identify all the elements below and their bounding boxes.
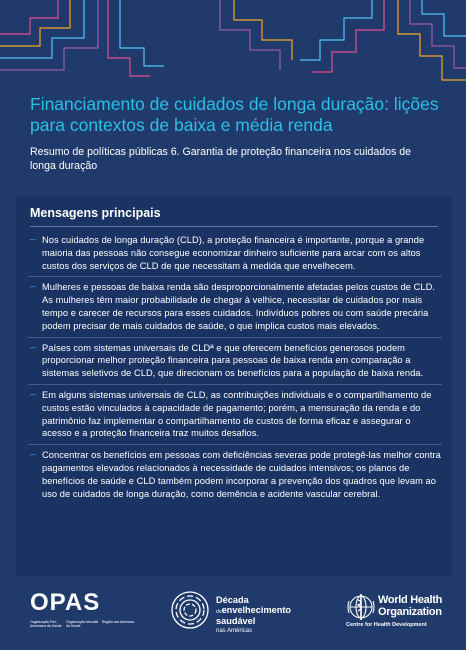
- document-subtitle: Resumo de políticas públicas 6. Garantia de proteção financeira nos cuidados de longa duração: [30, 146, 412, 172]
- decorative-line-pattern: [0, 0, 466, 96]
- bullet-dash: –: [30, 449, 36, 461]
- footer-logos: [0, 582, 466, 650]
- key-messages-box: [16, 196, 452, 576]
- decade-line2-small: do: [216, 608, 222, 615]
- decade-healthy-ageing-logo: [170, 590, 320, 638]
- who-org-name: Organização Mundial da Saúde: [66, 620, 99, 628]
- opas-logo: [30, 590, 135, 628]
- list-item: [28, 276, 442, 336]
- who-centre: Centre for Health Development: [346, 622, 427, 628]
- who-logo: [346, 592, 461, 636]
- bullet-text: Mulheres e pessoas de baixa renda são desproporcionalmente afetadas pelos custos de CLD. As mulheres têm maior probabilidade de chegar à velhice, necessitar de cuidados por mais tempo e carecer de recursos para esses cuidados. Indivíduos pobres ou com saúde precária podem precisar de mais cuidados de saúde, o que implica custos mais elevados.: [42, 282, 436, 331]
- key-messages-heading: Mensagens principais: [30, 206, 161, 220]
- who-emblem-icon: [346, 592, 376, 622]
- decade-line4: nas Américas: [216, 627, 253, 634]
- list-item: [28, 337, 442, 384]
- bullet-text: Nos cuidados de longa duração (CLD), a proteção financeira é importante, porque a grande maioria das pessoas não consegue economizar dinheiro suficiente para arcar com os altos custos dos serviços de CLD de que necessitam à medida que envelhecem.: [42, 235, 425, 271]
- key-messages-list: [28, 230, 442, 504]
- bullet-text: Países com sistemas universais de CLDª e que oferecem benefícios generosos podem proporcionar melhor proteção financeira para pessoas de baixa renda em comparação a sistemas seletivos de CLD, que direcionam os benefícios para a população de baixa renda.: [42, 342, 424, 379]
- opas-region: Região das Américas: [102, 620, 135, 624]
- list-item: [28, 444, 442, 504]
- bullet-text: Em alguns sistemas universais de CLD, as contribuições individuais e o compartilhamento de custos estão vinculados à capacidade de pagamento; porém, a mensuração da renda e do patrimônio faz implementar o compartilhamento de custos de forma eficaz e assegurar o acesso e a proteção financeira traz muitos desafios.: [42, 389, 432, 439]
- decade-line3: saudável: [216, 616, 256, 626]
- opas-wordmark: OPAS: [30, 589, 101, 616]
- document-title: Financiamento de cuidados de longa duração: lições para contextos de baixa e média renda: [30, 94, 439, 135]
- decade-line1: Década: [216, 595, 249, 605]
- opas-org-names: [30, 620, 135, 628]
- who-name: World Health Organization: [378, 594, 443, 618]
- bullet-dash: –: [30, 234, 36, 245]
- heading-divider: [30, 226, 438, 227]
- decade-text: [216, 596, 291, 636]
- list-item: [28, 230, 442, 276]
- list-item: [28, 384, 442, 444]
- opas-org-name: Organização Pan-Americana da Saúde: [30, 620, 62, 628]
- bullet-dash: –: [30, 341, 36, 353]
- decade-line2-main: envelhecimento: [221, 604, 292, 615]
- decade-circle-icon: [170, 590, 210, 630]
- bullet-text: Concentrar os benefícios em pessoas com deficiências severas pode protegê-las melhor contra pagamentos elevados relacionados à necessidade de cuidados intensivos; os planos de benefícios de saúde e CLD também podem incorporar a prevenção dos quadros que levam ao uso de cuidados de longa duração, como demência e acidente vascular cerebral.: [42, 450, 441, 499]
- bullet-dash: –: [30, 281, 36, 293]
- bullet-dash: –: [30, 388, 36, 400]
